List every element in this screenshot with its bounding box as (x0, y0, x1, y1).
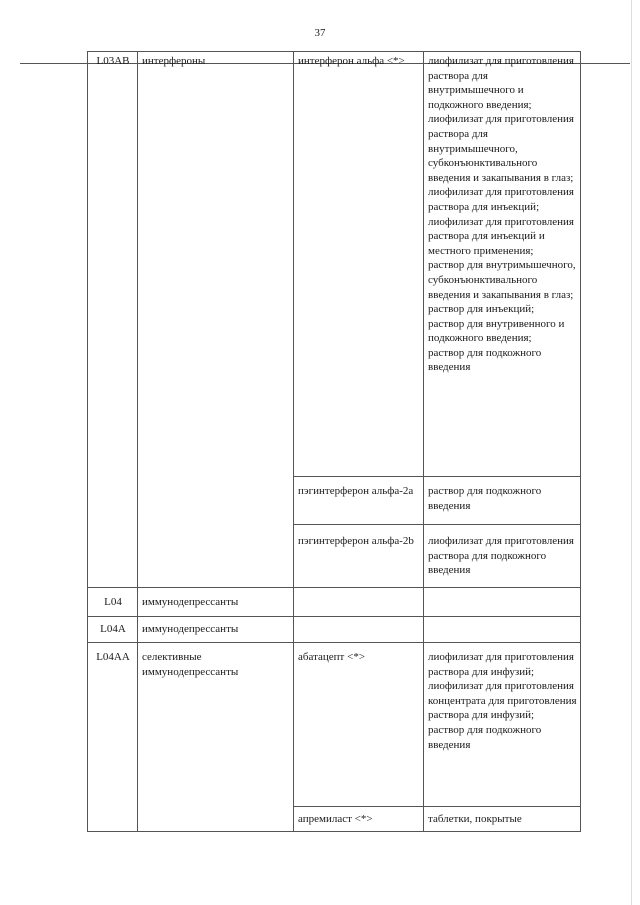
table-row (88, 617, 581, 643)
drug-table (87, 51, 581, 832)
atc-code: L04 (88, 588, 138, 617)
drug-name (294, 617, 424, 643)
atc-code: L03AB (88, 52, 138, 588)
group-name: иммунодепрессанты (138, 617, 294, 643)
drug-name: апремиласт <*> (294, 807, 424, 832)
group-name: иммунодепрессанты (138, 588, 294, 617)
page-number: 37 (314, 27, 326, 39)
drug-name: абатацепт <*> (294, 643, 424, 807)
dosage-forms: таблетки, покрытые (424, 807, 581, 832)
dosage-forms: лиофилизат для приготовления раствора для внутримышечного и подкожного введения; лиофилизат для приготовления раствора для внутримышечного, субконъюнктивального введения и закапывания в глаз; лиофилизат для приготовления раствора для инъекций; лиофилизат для приготовления раствора для инъекций и местного применения; раствор для внутримышечного, субконъюнктивального введения и закапывания в глаз; раствор для инъекций; раствор для внутривенного и подкожного введения; раствор для подкожного введения (424, 52, 581, 477)
group-name: селективные иммунодепрессанты (138, 643, 294, 832)
dosage-forms (424, 617, 581, 643)
dosage-forms: лиофилизат для приготовления раствора для инфузий; лиофилизат для приготовления концентрата для приготовления раствора для инфузий; раствор для подкожного введения (424, 643, 581, 807)
drug-name: пэгинтерферон альфа-2b (294, 525, 424, 588)
dosage-forms: раствор для подкожного введения (424, 477, 581, 525)
table-row (88, 643, 581, 807)
scan-edge (631, 0, 632, 905)
drug-name (294, 588, 424, 617)
drug-name: интерферон альфа <*> (294, 52, 424, 477)
table-row (88, 52, 581, 477)
group-name: интерфероны (138, 52, 294, 588)
table-row (88, 588, 581, 617)
atc-code: L04AA (88, 643, 138, 832)
dosage-forms (424, 588, 581, 617)
dosage-forms: лиофилизат для приготовления раствора для подкожного введения (424, 525, 581, 588)
atc-code: L04A (88, 617, 138, 643)
drug-name: пэгинтерферон альфа-2а (294, 477, 424, 525)
